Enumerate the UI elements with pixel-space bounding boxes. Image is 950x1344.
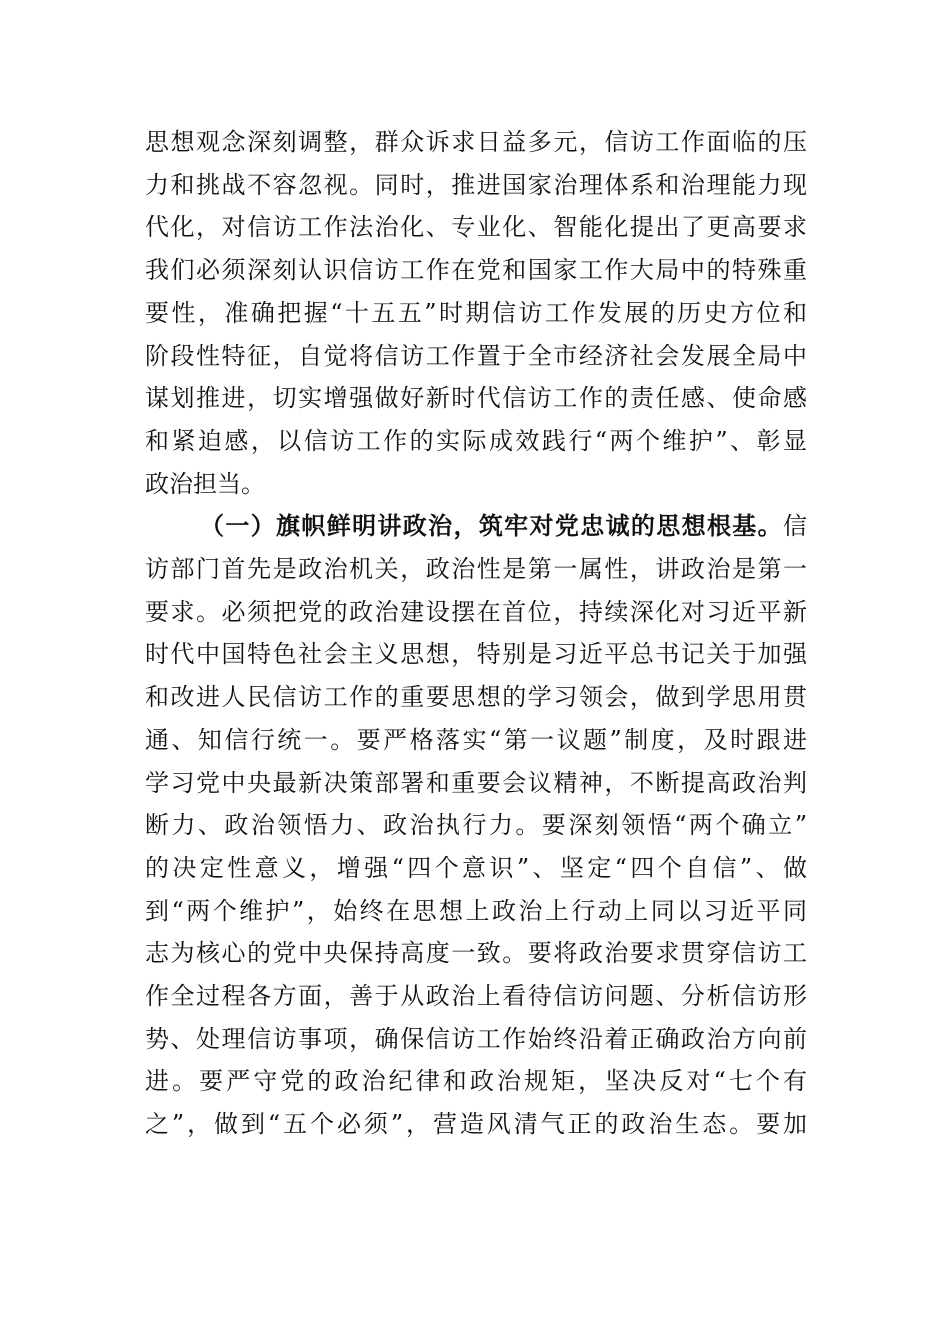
- text-line: 阶段性特征，自觉将信访工作置于全市经济社会发展全局中: [145, 341, 807, 370]
- text-line: 作全过程各方面，善于从政治上看待信访问题、分析信访形: [145, 982, 807, 1010]
- section-heading: （一）旗帜鲜明讲政治，筑牢对党忠诚的思想根基。: [200, 511, 783, 541]
- text-line: 之”，做到“五个必须”，营造风清气正的政治生态。要加: [145, 1110, 807, 1139]
- text-line: 思想观念深刻调整，群众诉求日益多元，信访工作面临的压: [145, 128, 807, 156]
- text-line: 断力、政治领悟力、政治执行力。要深刻领悟“两个确立”: [145, 811, 807, 840]
- text-line: 要求。必须把党的政治建设摆在首位，持续深化对习近平新: [145, 597, 807, 626]
- text-line: 访部门首先是政治机关，政治性是第一属性，讲政治是第一: [145, 555, 807, 583]
- text-line: 到“两个维护”，始终在思想上政治上行动上同以习近平同: [145, 896, 807, 925]
- text-line: 学习党中央最新决策部署和重要会议精神，不断提高政治判: [145, 768, 807, 797]
- text-line: 势、处理信访事项，确保信访工作始终沿着正确政治方向前: [145, 1024, 807, 1053]
- paragraph-first-line: [200, 505, 807, 547]
- body-text: 信: [783, 512, 807, 541]
- text-line: 通、知信行统一。要严格落实“第一议题”制度，及时跟进: [145, 725, 807, 754]
- text-line: 代化，对信访工作法治化、专业化、智能化提出了更高要求: [145, 213, 807, 242]
- text-line: 和改进人民信访工作的重要思想的学习领会，做到学思用贯: [145, 683, 807, 712]
- text-line: 谋划推进，切实增强做好新时代信访工作的责任感、使命感: [145, 384, 807, 413]
- text-line: 志为核心的党中央保持高度一致。要将政治要求贯穿信访工: [145, 939, 807, 968]
- text-line: 力和挑战不容忽视。同时，推进国家治理体系和治理能力现: [145, 170, 807, 199]
- text-line: 时代中国特色社会主义思想，特别是习近平总书记关于加强: [145, 640, 807, 669]
- text-line: 政治担当。: [145, 469, 265, 498]
- text-line: 的决定性意义，增强“四个意识”、坚定“四个自信”、做: [145, 853, 807, 882]
- text-line: 要性，准确把握“十五五”时期信访工作发展的历史方位和: [145, 298, 807, 327]
- text-line: 进。要严守党的政治纪律和政治规矩，坚决反对“七个有: [145, 1067, 807, 1096]
- text-line: 我们必须深刻认识信访工作在党和国家工作大局中的特殊重: [145, 256, 807, 285]
- text-line: 和紧迫感，以信访工作的实际成效践行“两个维护”、彰显: [145, 426, 807, 455]
